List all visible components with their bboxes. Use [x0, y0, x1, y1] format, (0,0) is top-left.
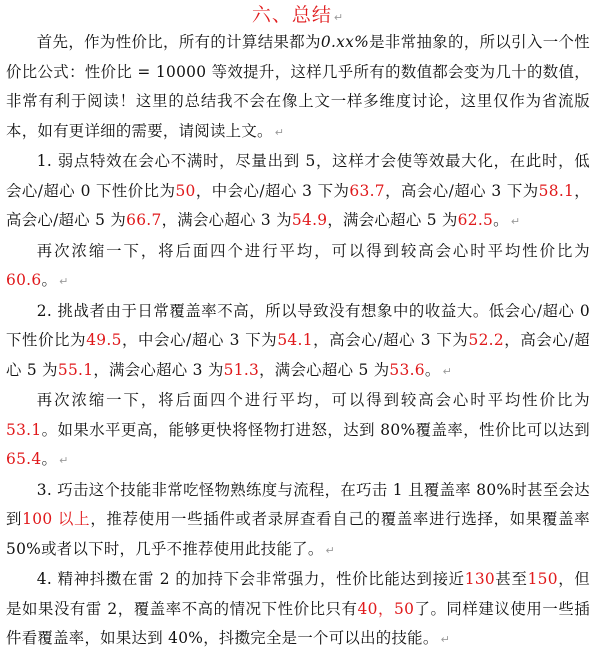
item2-average-text: 。如果水平更高，能够更快将怪物打进怒，达到 80%覆盖率，性价比可以达到 — [41, 420, 590, 439]
intro-text-a: 首先，作为性价比，所有的计算结果都为 — [36, 33, 321, 51]
item1-value: 54.9 — [291, 211, 328, 229]
item1-value: 50 — [175, 181, 196, 200]
item1-value: 62.5 — [457, 211, 494, 229]
item1-value: 66.7 — [126, 211, 162, 229]
item1-value: 63.7 — [349, 181, 385, 200]
item2-paragraph — [6, 297, 590, 387]
paragraph-mark-icon: ↵ — [440, 633, 451, 646]
intro-formula: 0.xx% — [320, 33, 370, 51]
item2-text: 。 — [424, 360, 441, 379]
intro-text-b: 是非常抽象的，所以引入一个性价比公式：性价比 = 10000 等效提升，这样几乎所有的数值都会变为几十的数值，非常有利于阅读！这里的总结我不会在像上文一样多维度讨论，这里仅作为省流版本，如有更详细的需要，请阅读上文。 — [6, 33, 590, 140]
item2-text: ，中会心/超心 3 下为 — [121, 331, 278, 349]
item1-text: ，满会心超心 5 为 — [327, 211, 458, 229]
item2-text: ，满会心超心 5 为 — [259, 360, 390, 379]
item2-value: 49.5 — [86, 331, 122, 349]
item2-value: 53.6 — [389, 360, 425, 379]
item1-average-text: 。 — [41, 271, 58, 289]
paragraph-mark-icon: ↵ — [59, 454, 69, 467]
paragraph-mark-icon: ↵ — [442, 364, 453, 378]
item1-text: ，高会心/超心 5 为 — [6, 181, 590, 229]
item4-text: 4. 精神抖擞在雷 2 的加持下会非常强力，性价比能达到接近 — [36, 570, 465, 588]
item2-average-paragraph — [6, 386, 590, 476]
item3-text: ，推荐使用一些插件或者录屏查看自己的覆盖率进行选择，如果覆盖率 50%或者以下时，几乎不推荐使用此技能了。 — [6, 510, 590, 558]
section-heading — [6, 2, 590, 28]
document-page — [0, 2, 600, 647]
item1-value: 58.1 — [538, 181, 575, 200]
item1-average-paragraph — [6, 237, 590, 297]
item2-text: ，满会心超心 3 为 — [93, 360, 224, 379]
item2-text: 2. 挑战者由于日常覆盖率不高，所以导致没有想象中的收益大。低会心/超心 0 下性价比为 — [6, 301, 590, 349]
item2-average-value: 53.1 — [6, 420, 42, 439]
item1-text: 。 — [493, 211, 509, 229]
intro-paragraph — [6, 28, 590, 147]
item3-paragraph — [6, 476, 590, 566]
item2-average-text: 。 — [41, 450, 58, 468]
item2-value: 54.1 — [277, 331, 313, 349]
item4-text: 了。同样建议使用一些插件看覆盖率，如果达到 40%，抖擞完全是一个可以出的技能。 — [6, 599, 590, 647]
item2-value: 55.1 — [57, 360, 94, 379]
item3-value: 100 以上 — [22, 510, 91, 528]
item4-value: 150 — [527, 570, 558, 588]
item1-average-text: 再次浓缩一下，将后面四个进行平均，可以得到较高会心时平均性价比为 — [36, 241, 590, 260]
item1-paragraph — [6, 147, 590, 237]
item1-text: ，中会心/超心 3 下为 — [195, 181, 350, 200]
item4-text: ，但是如果没有雷 2，覆盖率不高的情况下性价比只有 — [6, 570, 590, 618]
item1-average-value: 60.6 — [6, 271, 42, 289]
item2-high-coverage-value: 65.4 — [6, 450, 42, 468]
item1-text: ，满会心超心 3 为 — [161, 211, 292, 229]
paragraph-mark-icon: ↵ — [274, 125, 285, 139]
item4-text: 甚至 — [495, 570, 528, 588]
item4-value: 130 — [464, 570, 496, 588]
section-heading-text: 六、总结 — [251, 4, 332, 26]
item1-text: 1. 弱点特效在会心不满时，尽量出到 5，这样才会使等效最大化，在此时，低会心/超心 0 下性价比为 — [6, 152, 590, 200]
paragraph-mark-icon: ↵ — [510, 215, 521, 228]
item4-value: 40，50 — [357, 599, 415, 618]
item2-text: ，高会心/超心 3 下为 — [312, 331, 469, 349]
item2-text: ，高会心/超心 5 为 — [6, 331, 590, 379]
item2-average-text: 再次浓缩一下，将后面四个进行平均，可以得到较高会心时平均性价比为 — [36, 391, 590, 409]
item3-text: 3. 巧击这个技能非常吃怪物熟练度与流程，在巧击 1 且覆盖率 80%时甚至会达到 — [6, 480, 590, 528]
paragraph-mark-icon: ↵ — [325, 543, 336, 557]
item1-text: ，高会心/超心 3 下为 — [384, 181, 539, 200]
paragraph-mark-icon: ↵ — [59, 275, 69, 288]
item4-paragraph — [6, 565, 590, 655]
item2-value: 51.3 — [223, 360, 260, 379]
paragraph-mark-icon: ↵ — [333, 11, 345, 24]
item2-value: 52.2 — [468, 331, 504, 349]
